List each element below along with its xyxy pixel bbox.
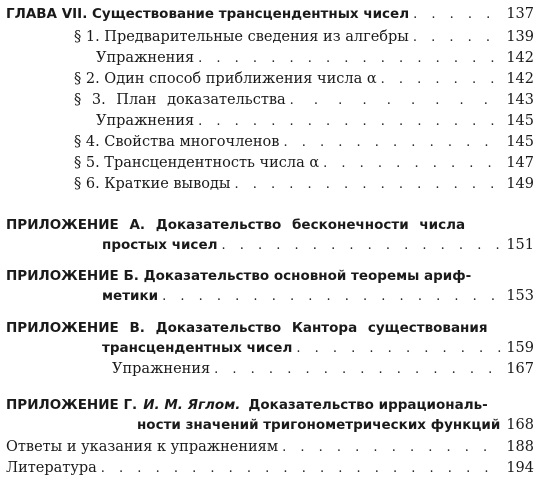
appendix-v-line2 [102, 338, 534, 358]
section-line [96, 111, 534, 131]
section-line [74, 90, 534, 110]
section-line [74, 174, 534, 194]
leader-dots [413, 28, 502, 48]
appendix-g-prefix: ПРИЛОЖЕНИЕ Г. [6, 397, 138, 413]
leader-dots [283, 133, 502, 153]
section-line [74, 153, 534, 173]
page-number: 142 [506, 71, 534, 87]
appendix-v-title: ПРИЛОЖЕНИЕ В. Доказательство Кантора существования [6, 320, 488, 336]
section-line [74, 69, 534, 89]
appendix-b-title-cont: метики [102, 288, 159, 304]
page-number: 167 [506, 361, 534, 377]
appendix-g-title-cont: ности значений тригонометрических функций [136, 417, 501, 433]
appendix-b-title: ПРИЛОЖЕНИЕ Б. Доказательство основной теоремы ариф- [6, 268, 472, 284]
leader-dots [381, 70, 503, 90]
page-number: 149 [506, 176, 534, 192]
leader-dots [198, 112, 502, 132]
page-number: 159 [506, 340, 534, 356]
answers-line [6, 437, 534, 457]
page-number: 143 [506, 92, 534, 108]
exercises-label: Упражнения [112, 361, 211, 377]
appendix-b-line2 [102, 286, 534, 306]
chapter-heading: ГЛАВА VII. Существование трансцендентных чисел [6, 6, 410, 22]
appendix-g-title: Доказательство иррациональ- [248, 397, 488, 413]
appendix-v-exercises [112, 359, 534, 379]
appendix-a-title: ПРИЛОЖЕНИЕ А. Доказательство бесконечности числа [6, 217, 466, 233]
section-label: § 4. Свойства многочленов [74, 134, 280, 150]
section-label: § 6. Краткие выводы [74, 176, 231, 192]
section-label: § 5. Трансцендентность числа α [74, 155, 320, 171]
leader-dots [162, 287, 502, 307]
section-label: § 2. Один способ приближения числа α [74, 71, 377, 87]
leader-dots [221, 236, 502, 256]
section-label: Упражнения [96, 113, 195, 129]
page-number: 194 [506, 460, 534, 476]
appendix-g-line1 [6, 395, 534, 415]
section-label: § 1. Предварительные сведения из алгебры [74, 29, 409, 45]
appendix-a-line1 [6, 215, 534, 235]
leader-dots [214, 360, 502, 380]
leader-dots [198, 49, 502, 69]
leader-dots [296, 339, 502, 359]
page-number: 145 [506, 113, 534, 129]
page-number: 188 [506, 439, 534, 455]
appendix-b-line1 [6, 266, 534, 286]
section-line [74, 27, 534, 47]
chapter-heading-line [6, 4, 534, 24]
leader-dots [323, 154, 502, 174]
leader-dots [290, 91, 503, 111]
section-label: § 3. План доказательства [74, 92, 286, 108]
page-number: 153 [506, 288, 534, 304]
leader-dots [413, 5, 502, 25]
page-number: 139 [506, 29, 534, 45]
literature-line [6, 458, 534, 478]
appendix-g-line2 [6, 415, 534, 435]
appendix-a-title-cont: простых чисел [102, 237, 218, 253]
page-number: 151 [506, 237, 534, 253]
section-label: Упражнения [96, 50, 195, 66]
page-number: 168 [506, 417, 534, 433]
leader-dots [101, 459, 503, 479]
page-number: 142 [506, 50, 534, 66]
answers-label: Ответы и указания к упражнениям [6, 439, 279, 455]
leader-dots [282, 438, 502, 458]
appendix-g-author: И. М. Яглом. [143, 397, 241, 413]
appendix-v-title-cont: трансцендентных чисел [102, 340, 293, 356]
appendix-a-line2 [102, 235, 534, 255]
page-number: 147 [506, 155, 534, 171]
page-number: 137 [506, 6, 534, 22]
section-line [74, 132, 534, 152]
leader-dots [234, 175, 502, 195]
appendix-v-line1 [6, 318, 534, 338]
literature-label: Литература [6, 460, 97, 476]
page-number: 145 [506, 134, 534, 150]
section-line [96, 48, 534, 68]
